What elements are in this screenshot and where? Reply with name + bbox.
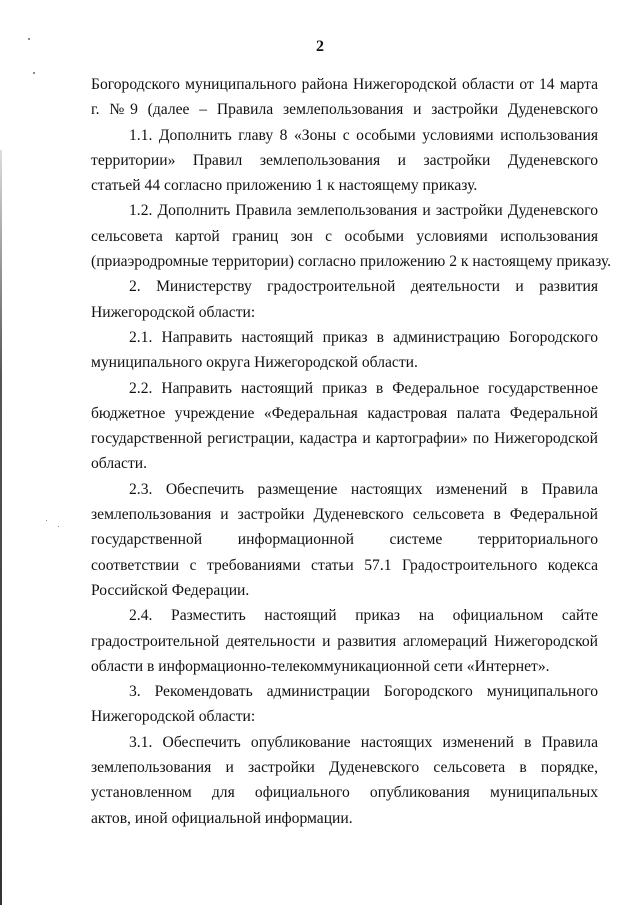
text-line: землепользования и застройки Дуденевского сельсовета в Федеральной (91, 506, 598, 524)
page-number: 2 (316, 38, 324, 55)
scan-edge-shadow (0, 150, 2, 905)
text-line: 1.2. Дополнить Правила землепользования и застройки Дуденевского (129, 202, 598, 220)
text-line: актов, иной официальной информации. (91, 809, 353, 827)
text-line: государственной регистрации, кадастра и картографии» по Нижегородской (91, 430, 598, 448)
scan-speck (46, 520, 47, 521)
text-line: муниципального округа Нижегородской области. (91, 354, 418, 372)
text-line: сельсовета картой границ зон с особыми условиями использования (91, 227, 598, 245)
document-body (91, 72, 612, 831)
text-line: соответствии с требованиями статьи 57.1 Градостроительного кодекса (91, 556, 598, 574)
text-line: статьей 44 согласно приложению 1 к настоящему приказу. (91, 177, 478, 195)
text-line: 2.1. Направить настоящий приказ в администрацию Богородского (129, 328, 598, 346)
text-line: 2.4. Разместить настоящий приказ на официальном сайте (129, 607, 598, 625)
text-line: установленном для официального опубликования муниципальных (91, 784, 598, 802)
text-line: землепользования и застройки Дуденевского сельсовета в порядке, (91, 759, 598, 777)
text-line: 1.1. Дополнить главу 8 «Зоны с особыми условиями использования (129, 126, 598, 144)
text-line: 2.3. Обеспечить размещение настоящих изменений в Правила (129, 480, 598, 498)
text-line: 3. Рекомендовать администрации Богородского муниципального (129, 683, 598, 701)
text-line: г. №9 (далее – Правила землепользования и застройки Дуденевского (91, 101, 598, 119)
text-line: бюджетное учреждение «Федеральная кадастровая палата Федеральной (91, 404, 598, 422)
text-line: Нижегородской области: (91, 708, 256, 726)
text-line: 2.2. Направить настоящий приказ в Федеральное государственное (129, 379, 598, 397)
text-line: Богородского муниципального района Нижегородской области от 14 марта (91, 76, 598, 93)
scan-speck (33, 72, 35, 74)
text-line: области в информационно-телекоммуникационной сети «Интернет». (91, 657, 550, 675)
text-line: 2. Министерству градостроительной деятельности и развития (129, 278, 598, 296)
text-line: 3.1. Обеспечить опубликование настоящих изменений в Правила (129, 733, 598, 751)
text-line: территории» Правил землепользования и застройки Дуденевского (91, 151, 598, 169)
scan-speck (58, 526, 59, 527)
text-line: Нижегородской области: (91, 303, 256, 321)
text-line: области. (91, 455, 148, 473)
text-line: градостроительной деятельности и развития агломераций Нижегородской (91, 632, 598, 650)
text-line: государственной информационной системе территориального (91, 531, 598, 549)
text-line: Российской Федерации. (91, 581, 250, 599)
text-line: (приаэродромные территории) согласно приложению 2 к настоящему приказу. (91, 253, 612, 271)
